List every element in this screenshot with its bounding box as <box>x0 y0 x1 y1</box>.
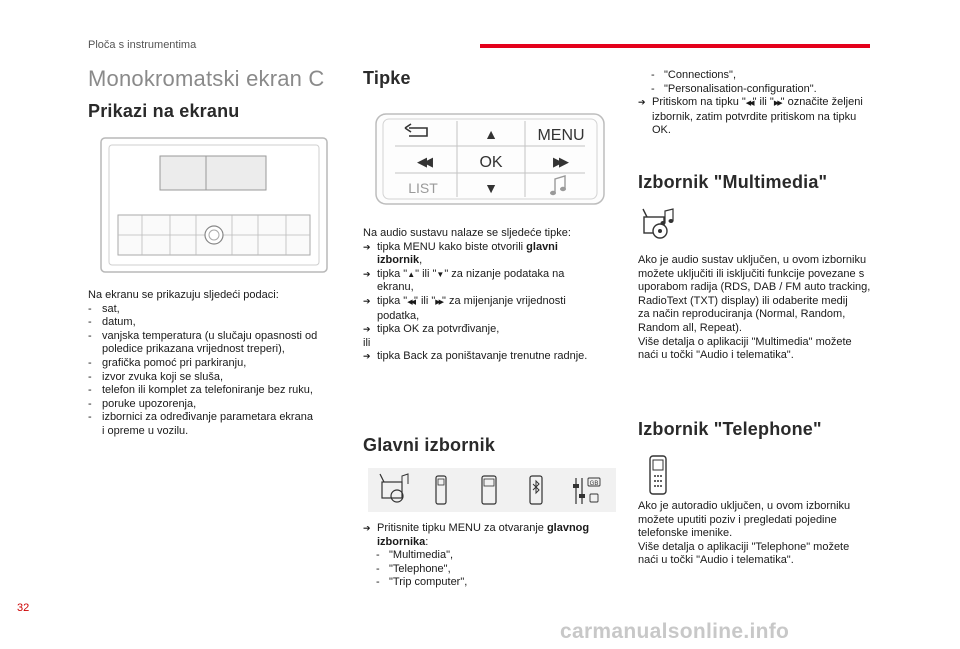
list-item: tipka " <box>377 294 408 307</box>
list-item: izbornik, zatim potvrdite pritiskom na tipku <box>652 110 857 123</box>
forward-icon: ▶▶ <box>435 298 443 306</box>
list-item: " za mijenjanje vrijednosti <box>442 294 566 307</box>
page-title: Monokromatski ekran C <box>88 66 325 91</box>
section-title-multimedia: Izbornik "Multimedia" <box>638 172 828 192</box>
list-item: ekranu, <box>377 281 414 294</box>
paragraph-line: možete uključiti ili isključiti funkcije povezane s <box>638 267 865 280</box>
list-item: "Personalisation-configuration". <box>664 82 817 95</box>
main-menu-icons-strip <box>368 468 616 512</box>
telephone-icon <box>648 455 668 495</box>
list-item: izbornici za određivanje parametara ekrana <box>102 411 313 424</box>
pointer-icon: ➔ <box>363 324 371 335</box>
section-title-displays: Prikazi na ekranu <box>88 101 240 121</box>
keypad-illustration <box>375 113 605 205</box>
rewind-key-icon: ◀◀ <box>417 154 429 169</box>
list-bullet: - <box>88 302 92 315</box>
list-bullet: - <box>88 411 92 424</box>
list-bullet: - <box>88 356 92 369</box>
paragraph-line: za način reproduciranja (Normal, Random, <box>638 308 846 321</box>
monochrome-screen-illustration <box>100 137 328 273</box>
list-item-bold: izbornika <box>377 535 426 548</box>
section-title-keys: Tipke <box>363 68 411 88</box>
displays-list <box>88 289 348 439</box>
list-item: tipka OK za potvrđivanje, <box>377 323 500 336</box>
list-item: " za nizanje podataka na <box>444 267 565 280</box>
keys-list <box>363 227 625 364</box>
telephone-description <box>638 500 910 568</box>
pointer-icon: ➔ <box>363 351 371 362</box>
main-menu-list <box>363 522 625 590</box>
list-bullet: - <box>376 562 380 575</box>
paragraph-line: RadioText (TXT) display) ili odaberite medij <box>638 294 848 307</box>
list-bullet: - <box>651 69 655 81</box>
list-item-bold: glavnog <box>546 522 590 534</box>
header-accent-bar <box>480 44 870 48</box>
rewind-icon: ◀◀ <box>745 100 753 108</box>
list-bullet: - <box>88 384 92 397</box>
page-number: 32 <box>17 602 30 614</box>
menu-key-label: MENU <box>537 127 585 144</box>
paragraph-line: naći u točki "Audio i telematika". <box>638 554 794 567</box>
list-item: "Trip computer", <box>389 576 468 589</box>
gb-label: GB <box>589 481 599 487</box>
list-item: izvor zvuka koji se sluša, <box>102 370 224 383</box>
forward-icon: ▶▶ <box>773 100 781 108</box>
list-bullet: - <box>88 316 92 329</box>
pointer-icon: ➔ <box>363 523 371 533</box>
list-item: " ili " <box>413 294 436 307</box>
list-key-label: LIST <box>408 180 438 196</box>
ok-key-label: OK <box>479 154 503 171</box>
down-arrow-icon: ▼ <box>436 269 445 279</box>
list-item: grafička pomoć pri parkiranju, <box>102 356 247 369</box>
list-item: " ili " <box>415 267 437 280</box>
pointer-icon: ➔ <box>363 295 371 306</box>
multimedia-icon <box>641 207 679 241</box>
up-arrow-icon: ▲ <box>407 269 416 279</box>
paragraph-line: Random all, Repeat). <box>638 321 742 334</box>
up-key-icon: ▲ <box>484 126 498 142</box>
list-item: telefon ili komplet za telefoniranje bez ruku, <box>102 384 313 397</box>
list-bullet: - <box>651 82 655 95</box>
list-item: vanjska temperatura (u slučaju opasnosti od <box>102 329 318 342</box>
main-menu-list-continued <box>638 69 910 138</box>
list-bullet: - <box>88 397 92 410</box>
or-text: ili <box>363 336 371 349</box>
paragraph-line: naći u točki "Audio i telematika". <box>638 349 794 362</box>
list-item-cont: i opreme u vozilu. <box>102 424 189 437</box>
list-item: poruke upozorenja, <box>102 397 197 410</box>
list-item: tipka Back za poništavanje trenutne radnje. <box>377 350 588 363</box>
list-item: " ili " <box>752 96 774 109</box>
pointer-icon: ➔ <box>638 97 646 108</box>
list-item: Pritisnite tipku MENU za otvaranje <box>377 522 547 534</box>
section-title-main-menu: Glavni izbornik <box>363 435 496 455</box>
list-item: podatka, <box>377 309 420 322</box>
section-header: Ploča s instrumentima <box>88 39 197 51</box>
paragraph-line: uporabom radija (RDS, DAB / FM auto tracking, <box>638 281 871 294</box>
list-item: : <box>425 535 429 548</box>
rewind-icon: ◀◀ <box>407 298 414 306</box>
list-item: sat, <box>102 302 120 315</box>
list-item-bold: izbornik <box>377 254 420 267</box>
forward-key-icon: ▶▶ <box>553 154 565 169</box>
section-title-telephone: Izbornik "Telephone" <box>638 419 822 439</box>
list-item: Pritiskom na tipku " <box>652 96 746 109</box>
list-item: , <box>419 254 423 267</box>
list-item: OK. <box>652 124 671 137</box>
paragraph-line: Ako je audio sustav uključen, u ovom izborniku <box>638 254 867 266</box>
paragraph-line: Više detalja o aplikaciji "Multimedia" možete <box>638 335 852 348</box>
list-item: "Connections", <box>664 69 737 81</box>
pointer-icon: ➔ <box>363 241 371 252</box>
pointer-icon: ➔ <box>363 268 371 279</box>
list-item: tipka " <box>377 267 408 280</box>
list-item: datum, <box>102 316 136 329</box>
displays-intro: Na ekranu se prikazuju sljedeći podaci: <box>88 289 279 301</box>
watermark: carmanualsonline.info <box>560 620 790 643</box>
list-item: "Telephone", <box>389 562 451 575</box>
list-item: tipka MENU kako biste otvorili <box>377 240 527 253</box>
list-bullet: - <box>376 549 380 562</box>
paragraph-line: možete uputiti poziv i pregledati pojedine <box>638 513 837 526</box>
list-item: "Multimedia", <box>389 549 454 562</box>
paragraph-line: telefonske imenike. <box>638 527 733 540</box>
keys-intro: Na audio sustavu nalaze se sljedeće tipke: <box>363 227 571 239</box>
paragraph-line: Više detalja o aplikaciji "Telephone" možete <box>638 540 850 553</box>
list-item-cont: poledice prikazana vrijednost treperi), <box>102 343 285 356</box>
list-bullet: - <box>376 576 380 589</box>
list-bullet: - <box>88 329 92 342</box>
list-bullet: - <box>88 370 92 383</box>
list-item-bold: glavni <box>526 240 558 253</box>
paragraph-line: Ako je autoradio uključen, u ovom izborniku <box>638 500 851 512</box>
list-item: " označite željeni <box>780 96 863 109</box>
multimedia-description <box>638 254 910 363</box>
down-key-icon: ▼ <box>484 180 498 196</box>
